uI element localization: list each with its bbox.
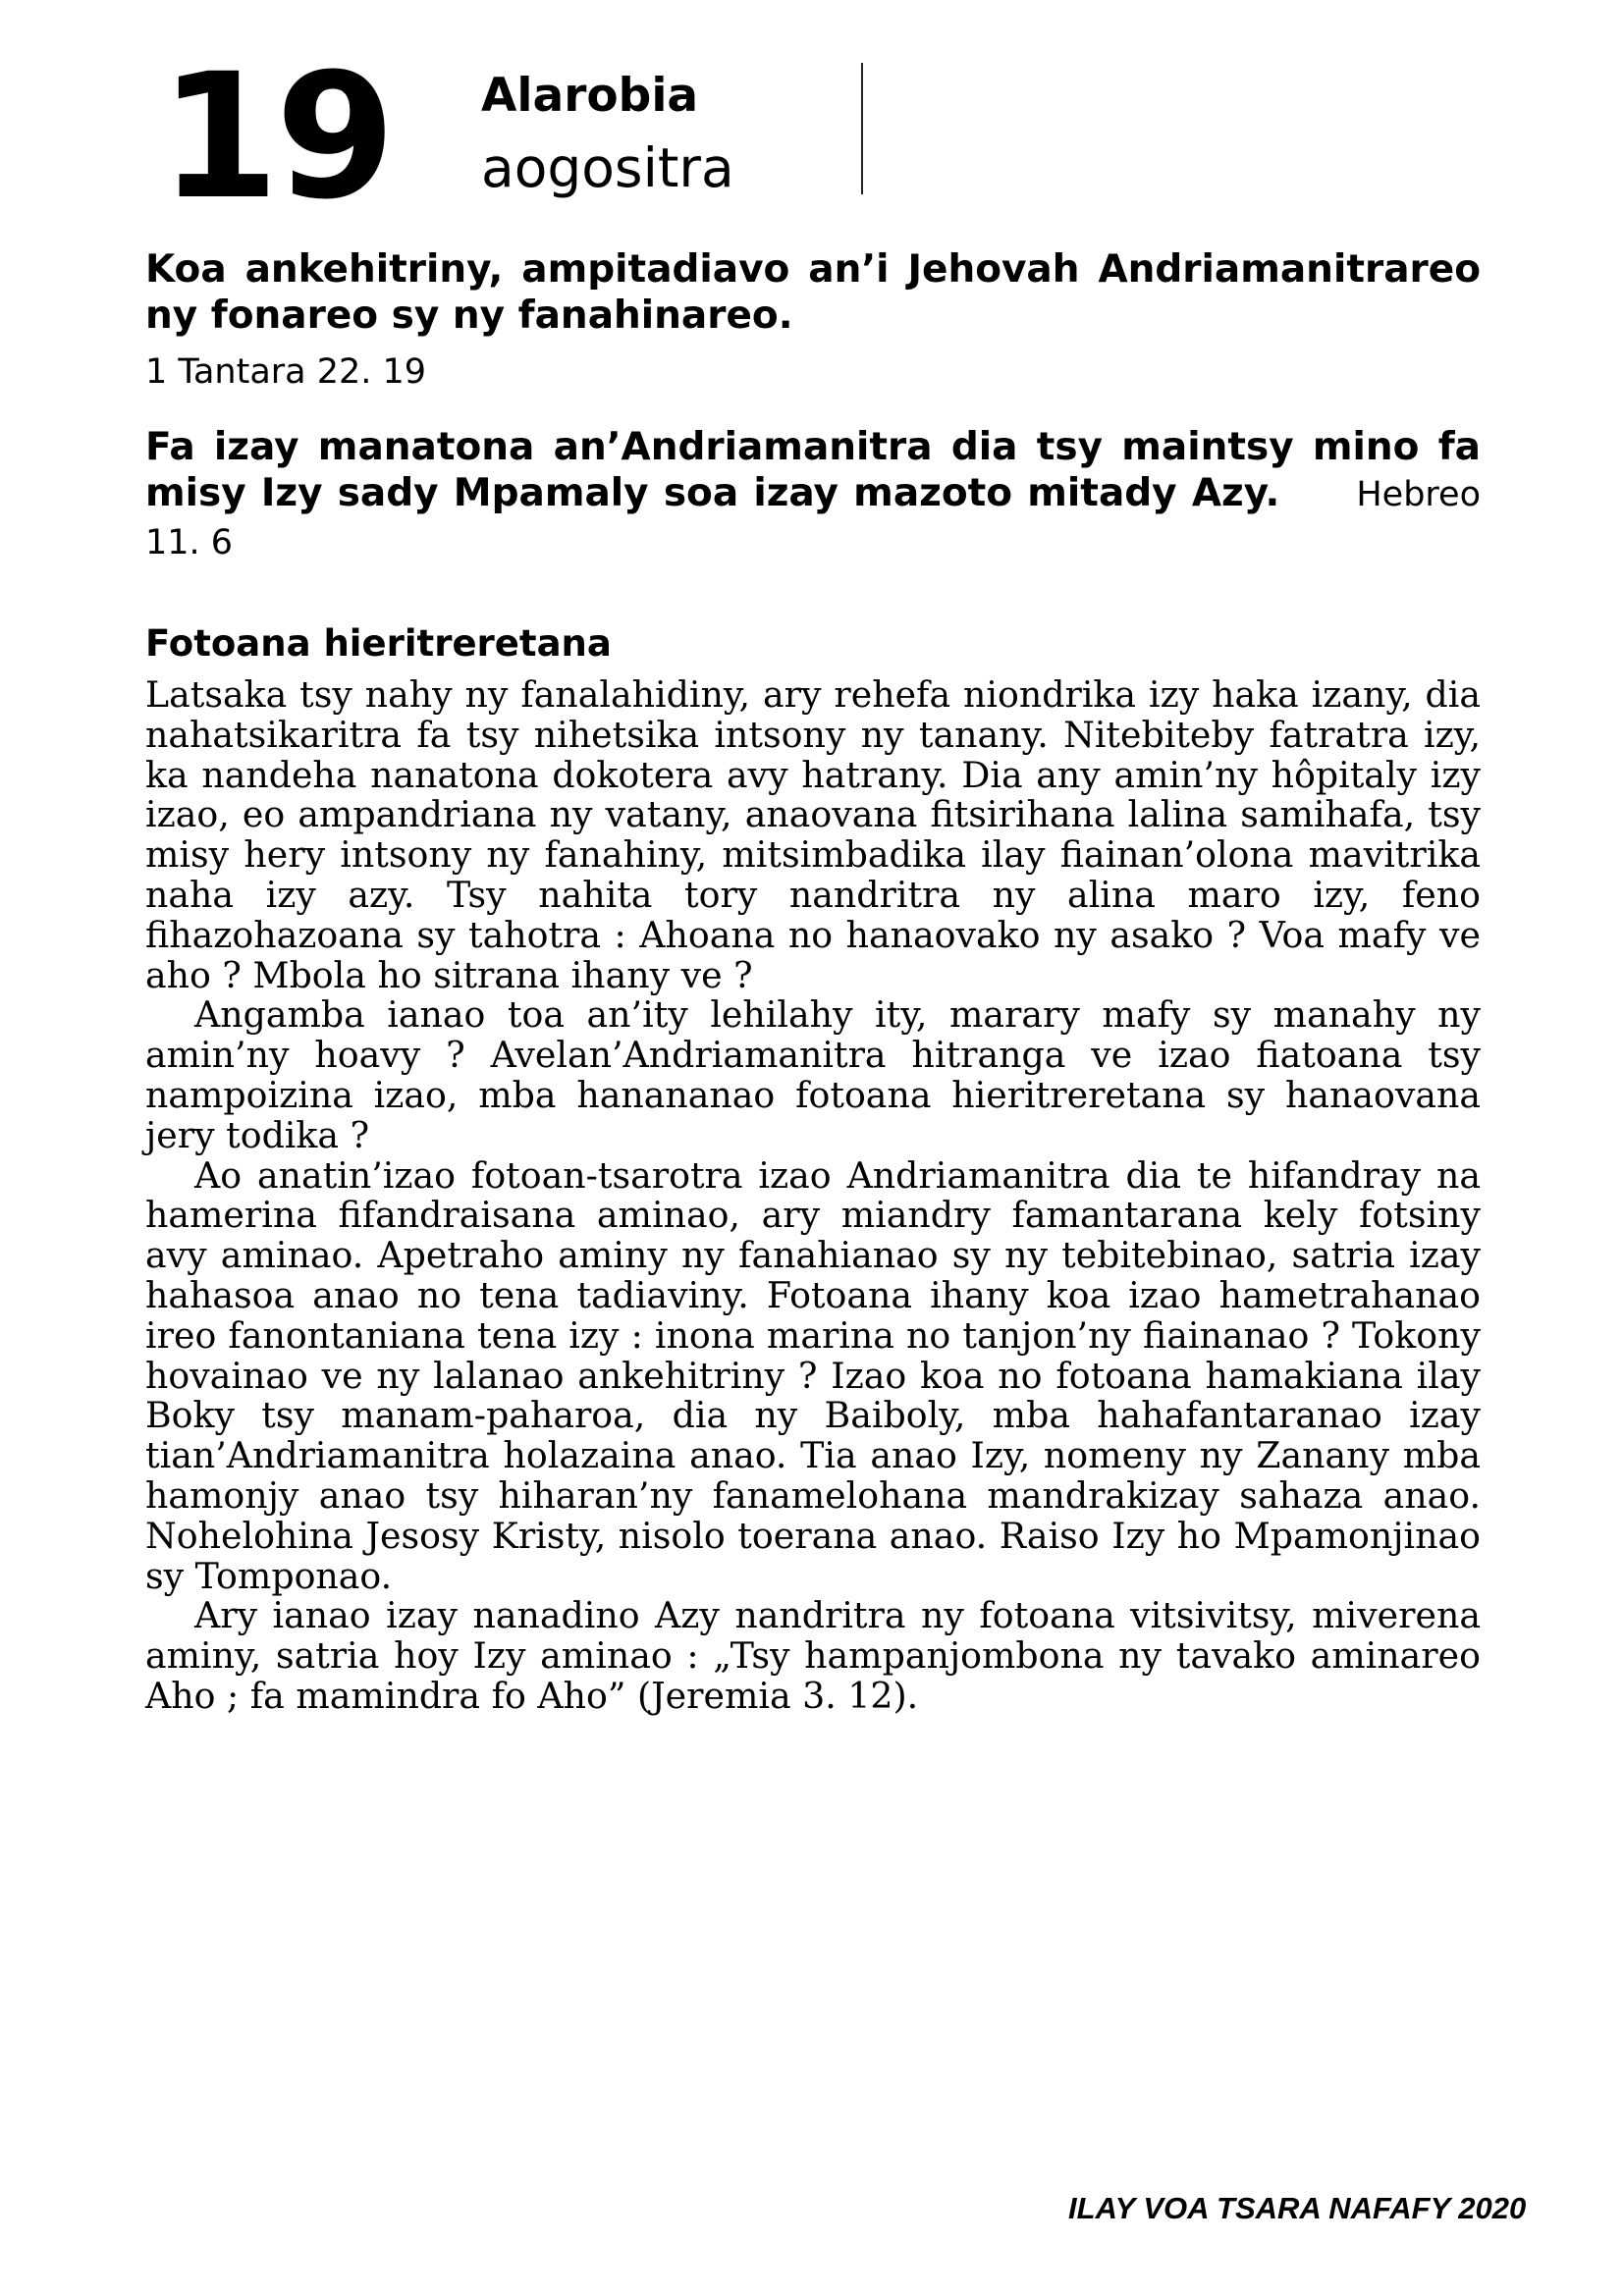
day-number: 19: [159, 36, 392, 238]
paragraph: Ao anatin’izao fotoan-tsarotra izao Andriamanitra dia te hifandray na hamerina fifandraisana aminao, ary miandry famantarana kely fotsiny avy aminao. Apetraho aminy ny fanahianao sy ny tebitebinao, satria izay hahasoa anao no tena tadiaviny. Fotoana ihany koa izao hametrahanao ireo fanontaniana tena izy : inona marina no tanjon’ny fiainanao ? Tokony hovainao ve ny lalanao ankehitriny ? Izao koa no fotoana hamakiana ilay Boky tsy manam-paharoa, dia ny Baiboly, mba hahafantaranao izay tian’Andriamanitra holazaina anao. Tia anao Izy, nomeny ny Zanany mba hamonjy anao tsy hiharan’ny fanamelohana mandrakizay sahaza anao. Nohelohina Jesosy Kristy, nisolo toerana anao. Raiso Izy ho Mpamonjinao sy Tomponao.: [145, 1153, 1481, 1597]
footer-title: ILAY VOA TSARA NAFAFY 2020: [1068, 2191, 1527, 2225]
verse-2-block: [145, 424, 1481, 566]
paragraph: Ary ianao izay nanadino Azy nandritra ny fotoana vitsivitsy, miverena aminy, satria hoy Izy aminao : „Tsy hampanjombona ny tavako aminareo Aho ; fa mamindra fo Aho” (Jeremia 3. 12).: [145, 1594, 1481, 1717]
verse-1-reference: 1 Tantara 22. 19: [145, 352, 427, 392]
month: aogositra: [481, 136, 734, 199]
section-title: Fotoana hieritreretana: [145, 622, 612, 665]
header-divider: [861, 63, 863, 194]
verse-1: Koa ankehitriny, ampitadiavo an’i Jehovah Andriamanitrareo ny fonareo sy ny fanahinareo.: [145, 247, 1481, 338]
verse-2: Fa izay manatona an’Andriamanitra dia tsy maintsy mino fa misy Izy sady Mpamaly soa izay mazoto mitady Azy.: [145, 425, 1481, 515]
verse-2-reference: Hebreo 11. 6: [145, 475, 1481, 562]
body-text: [145, 675, 1481, 1717]
paragraph: Latsaka tsy nahy ny fanalahidiny, ary rehefa niondrika izy haka izany, dia nahatsikaritra fa tsy nihetsika intsony ny tanany. Nitebiteby fatratra izy, ka nandeha nanatona dokotera avy hatrany. Dia any amin’ny hôpitaly izy izao, eo ampandriana ny vatany, anaovana fitsirihana lalina samihafa, tsy misy hery intsony ny fanahiny, mitsimbadika ilay fiainan’olona mavitrika naha izy azy. Tsy nahita tory nandritra ny alina maro izy, feno fihazohazoana sy tahotra : Ahoana no hanaovako ny asako ? Voa mafy ve aho ? Mbola ho sitrana ihany ve ?: [145, 673, 1481, 996]
paragraph: Angamba ianao toa an’ity lehilahy ity, marary mafy sy manahy ny amin’ny hoavy ? Avelan’Andriamanitra hitranga ve izao fiatoana tsy nampoizina izao, mba hanananao fotoana hieritreretana sy hanaovana jery todika ?: [145, 993, 1481, 1156]
weekday: Alarobia: [481, 69, 699, 123]
